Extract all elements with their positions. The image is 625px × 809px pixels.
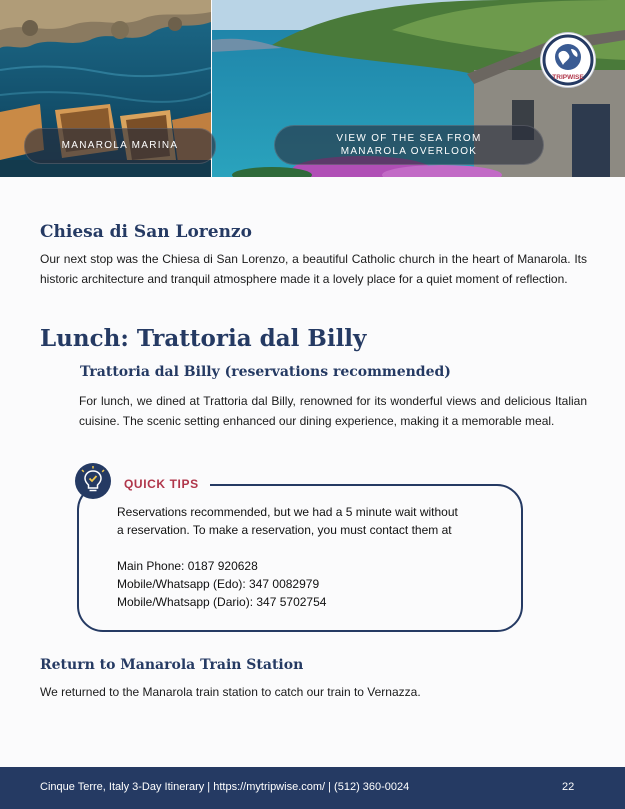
whatsapp-dario: Mobile/Whatsapp (Dario): 347 5702754: [117, 595, 327, 609]
tips-text-line2: a reservation. To make a reservation, you must contact them at: [117, 523, 452, 537]
return-paragraph: We returned to the Manarola train station to catch our train to Vernazza.: [40, 685, 421, 699]
photo-header: [0, 0, 625, 177]
lunch-heading: Lunch: Trattoria dal Billy: [40, 325, 367, 352]
whatsapp-edo: Mobile/Whatsapp (Edo): 347 0082979: [117, 577, 320, 591]
globe-icon: [541, 33, 595, 87]
lightbulb-icon: [75, 463, 111, 499]
quick-tips-title: QUICK TIPS: [124, 477, 199, 491]
lunch-paragraph: For lunch, we dined at Trattoria dal Billy, renowned for its wonderful views and delicious Italian cuisine. The scenic setting enhanced our dining experience, making it a memorable meal.: [79, 394, 587, 428]
logo-text: TRIPWISE: [552, 74, 584, 81]
marina-caption-text: MANAROLA MARINA: [61, 140, 179, 151]
overlook-caption-line2: MANAROLA OVERLOOK: [340, 146, 478, 157]
return-heading: Return to Manarola Train Station: [40, 657, 304, 673]
overlook-caption: [274, 125, 544, 165]
overlook-caption-line1: VIEW OF THE SEA FROM: [336, 133, 482, 144]
chiesa-heading: Chiesa di San Lorenzo: [40, 222, 252, 242]
tips-text-line1: Reservations recommended, but we had a 5 minute wait without: [117, 505, 458, 519]
tripwise-logo: [541, 33, 595, 87]
chiesa-paragraph: Our next stop was the Chiesa di San Lorenzo, a beautiful Catholic church in the heart of Manarola. Its historic architecture and tranquil atmosphere made it a lovely place for a quiet moment of reflection.: [40, 252, 587, 286]
trattoria-subheading: Trattoria dal Billy (reservations recommended): [80, 364, 451, 380]
page-footer: [0, 767, 625, 809]
marina-caption: [24, 128, 216, 164]
main-phone: Main Phone: 0187 920628: [117, 559, 258, 573]
page-number: 22: [562, 781, 575, 793]
footer-text: Cinque Terre, Italy 3-Day Itinerary | https://mytripwise.com/ | (512) 360-0024: [40, 781, 410, 793]
